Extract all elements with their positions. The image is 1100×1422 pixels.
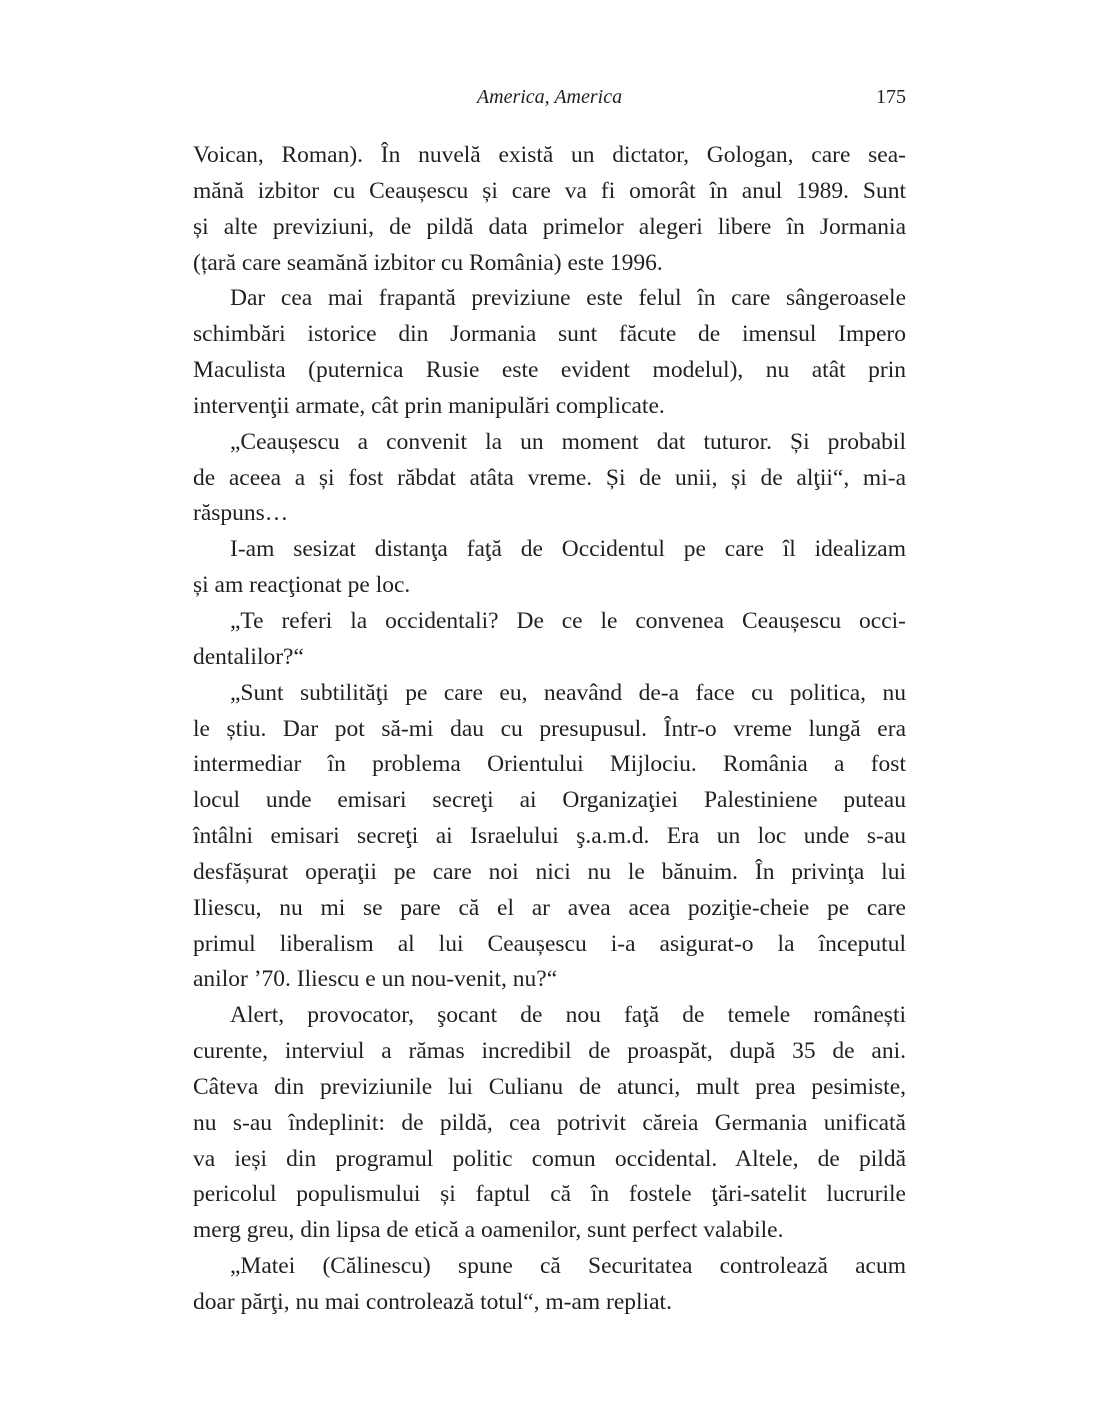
text-line: intermediar în problema Orientului Mijlociu. România a fost — [193, 751, 906, 778]
text-line: anilor ’70. Iliescu e un nou-venit, nu?“ — [193, 966, 558, 993]
text-line: Dar cea mai frapantă previziune este felul în care sângeroasele — [230, 285, 906, 312]
text-line: întâlni emisari secreţi ai Israelului ş.a.m.d. Era un loc unde s-au — [193, 823, 906, 850]
text-line: pericolul populismului și faptul că în fostele ţări-satelit lucrurile — [193, 1181, 906, 1208]
page-number: 175 — [876, 86, 906, 108]
body-text — [193, 138, 906, 1321]
text-line: intervenţii armate, cât prin manipulări complicate. — [193, 392, 665, 419]
text-line: „Sunt subtilităţi pe care eu, neavând de-a face cu politica, nu — [230, 679, 906, 706]
running-title: America, America — [476, 86, 623, 108]
text-line: „Ceaușescu a convenit la un moment dat tuturor. Și probabil — [230, 428, 906, 455]
text-line: le știu. Dar pot să-mi dau cu presupusul. Într-o vreme lungă era — [193, 715, 906, 742]
text-line: curente, interviul a rămas incredibil de proaspăt, după 35 de ani. — [193, 1038, 906, 1065]
text-line: Maculista (puternica Rusie este evident modelul), nu atât prin — [193, 357, 906, 384]
paragraph — [193, 281, 906, 424]
paragraph — [193, 1249, 906, 1321]
paragraph — [193, 532, 906, 604]
text-line: doar părţi, nu mai controlează totul“, m-am repliat. — [193, 1289, 672, 1315]
text-line: Alert, provocator, şocant de nou faţă de temele românești — [230, 1002, 906, 1029]
text-line: dentalilor?“ — [193, 643, 304, 670]
paragraph — [193, 425, 906, 533]
text-line: merg greu, din lipsa de etică a oamenilor, sunt perfect valabile. — [193, 1217, 784, 1244]
text-line: locul unde emisari secreţi ai Organizaţiei Palestiniene puteau — [193, 787, 906, 814]
text-line: de aceea a și fost răbdat atâta vreme. Și de unii, și de alţii“, mi-a — [193, 464, 906, 491]
running-head — [193, 86, 906, 116]
text-line: (țară care seamănă izbitor cu România) este 1996. — [193, 249, 663, 276]
text-line: desfășurat operaţii pe care noi nici nu le bănuim. În privinţa lui — [193, 858, 906, 885]
paragraph — [193, 998, 906, 1249]
text-line: va ieși din programul politic comun occidental. Altele, de pildă — [193, 1145, 906, 1172]
text-line: Câteva din previziunile lui Culianu de atunci, mult prea pesimiste, — [193, 1073, 906, 1100]
text-line: schimbări istorice din Jormania sunt făcute de imensul Impero — [193, 321, 906, 348]
paragraph — [193, 604, 906, 676]
paragraph — [193, 676, 906, 999]
text-line: nu s-au îndeplinit: de pildă, cea potrivit căreia Germania unificată — [193, 1109, 906, 1136]
text-line: I-am sesizat distanţa faţă de Occidentul pe care îl idealizam — [230, 536, 906, 563]
paragraph — [193, 138, 906, 281]
text-line: mănă izbitor cu Ceaușescu și care va fi omorât în anul 1989. Sunt — [193, 177, 906, 204]
text-line: și alte previziuni, de pildă data primelor alegeri libere în Jormania — [193, 213, 906, 240]
text-line: și am reacţionat pe loc. — [193, 572, 411, 599]
text-line: Iliescu, nu mi se pare că el ar avea acea poziţie-cheie pe care — [193, 894, 906, 921]
text-line: „Te referi la occidentali? De ce le convenea Ceaușescu occi- — [230, 607, 906, 634]
text-line: primul liberalism al lui Ceaușescu i-a asigurat-o la începutul — [193, 930, 906, 957]
text-line: Voican, Roman). În nuvelă există un dictator, Gologan, care sea- — [193, 142, 906, 168]
text-line: răspuns… — [193, 500, 289, 527]
text-line: „Matei (Călinescu) spune că Securitatea controlează acum — [230, 1253, 906, 1280]
